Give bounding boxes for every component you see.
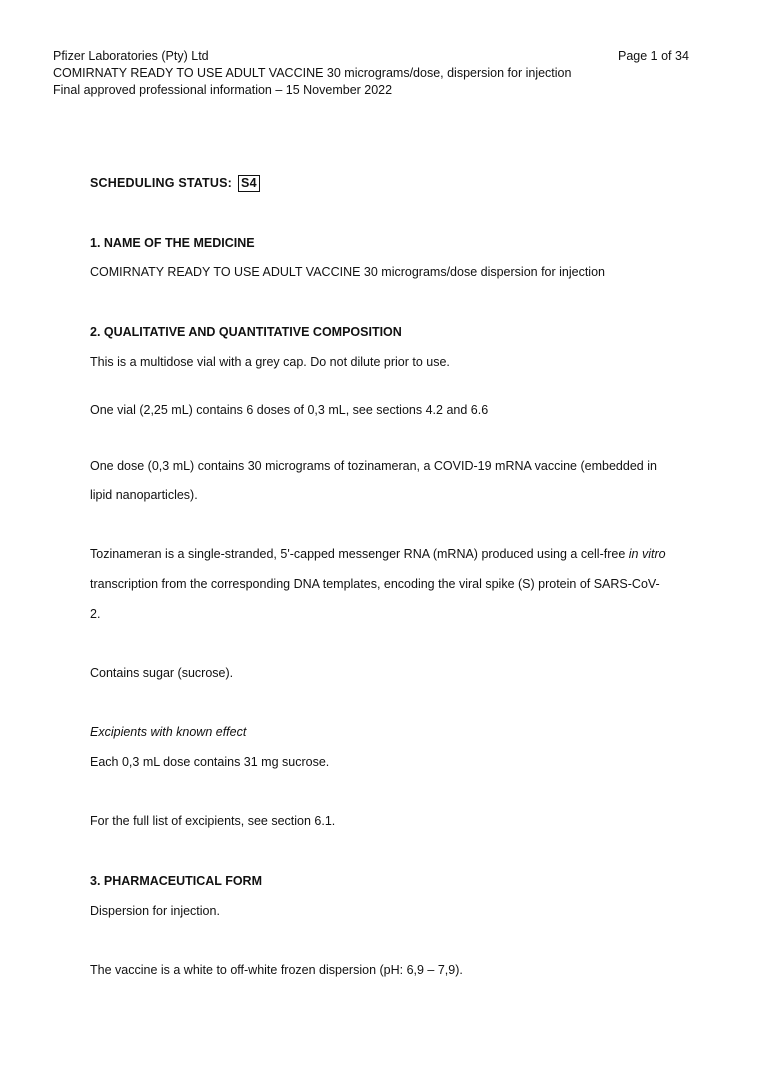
section-2-p3-line2: lipid nanoparticles). — [90, 488, 198, 502]
section-1-heading: 1. NAME OF THE MEDICINE — [90, 236, 255, 250]
section-1-text: COMIRNATY READY TO USE ADULT VACCINE 30 micrograms/dose dispersion for injection — [90, 265, 605, 279]
section-2-p1: This is a multidose vial with a grey cap. Do not dilute prior to use. — [90, 355, 450, 369]
header-approval: Final approved professional information – 15 November 2022 — [53, 83, 393, 97]
section-3-heading: 3. PHARMACEUTICAL FORM — [90, 874, 262, 888]
scheduling-status-value: S4 — [238, 175, 260, 192]
header-company: Pfizer Laboratories (Pty) Ltd — [53, 49, 209, 63]
section-2-p3-line1: One dose (0,3 mL) contains 30 micrograms of tozinameran, a COVID-19 mRNA vaccine (embedded in — [90, 459, 657, 473]
section-2-heading: 2. QUALITATIVE AND QUANTITATIVE COMPOSITION — [90, 325, 402, 339]
header-product-line: COMIRNATY READY TO USE ADULT VACCINE 30 micrograms/dose, dispersion for injection — [53, 66, 572, 80]
section-2-p4-line1-text: Tozinameran is a single-stranded, 5'-capped messenger RNA (mRNA) produced using a cell-free — [90, 547, 629, 561]
excipients-heading: Excipients with known effect — [90, 725, 247, 739]
section-3-p2: The vaccine is a white to off-white frozen dispersion (pH: 6,9 – 7,9). — [90, 963, 463, 977]
section-2-p2: One vial (2,25 mL) contains 6 doses of 0,3 mL, see sections 4.2 and 6.6 — [90, 403, 489, 417]
section-3-p1: Dispersion for injection. — [90, 904, 220, 918]
section-2-p4-line3: 2. — [90, 607, 101, 621]
scheduling-status — [90, 175, 260, 192]
scheduling-status-label: SCHEDULING STATUS: — [90, 176, 233, 190]
section-2-p4-line1-italic: in vitro — [628, 547, 666, 561]
section-2-p4-line1 — [90, 547, 666, 561]
page-number: Page 1 of 34 — [618, 49, 689, 63]
section-2-p5: Contains sugar (sucrose). — [90, 666, 234, 680]
section-2-p6: Each 0,3 mL dose contains 31 mg sucrose. — [90, 755, 330, 769]
section-2-p7: For the full list of excipients, see section 6.1. — [90, 814, 336, 828]
section-2-p4-line2: transcription from the corresponding DNA templates, encoding the viral spike (S) protein of SARS-CoV- — [90, 577, 660, 591]
